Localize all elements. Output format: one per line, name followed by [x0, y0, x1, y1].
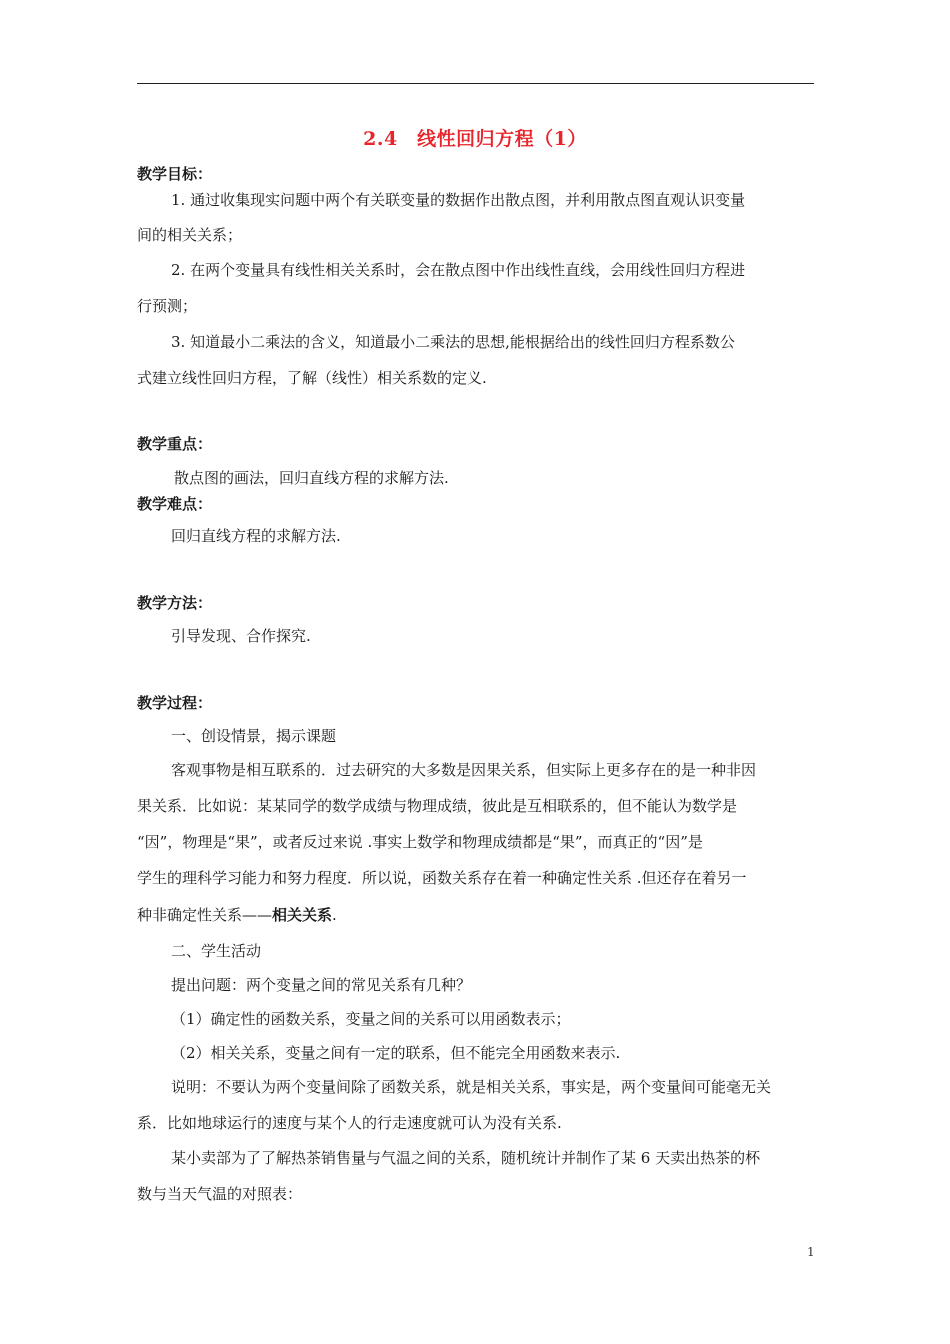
paragraph-1-line-5-suffix: .	[332, 906, 337, 924]
objective-1-line-1: 1. 通过收集现实问题中两个有关联变量的数据作出散点图，并利用散点图直观认识变量	[171, 191, 746, 209]
difficulties-text: 回归直线方程的求解方法.	[171, 527, 341, 545]
answer-1: （1）确定性的函数关系，变量之间的关系可以用函数表示；	[171, 1010, 571, 1028]
process-heading: 教学过程：	[137, 694, 213, 712]
paragraph-1-line-5-prefix: 种非确定性关系——	[137, 906, 273, 924]
objective-1-line-2: 间的相关关系；	[137, 226, 243, 244]
paragraph-1-line-2: 果关系．比如说：某某同学的数学成绩与物理成绩，彼此是互相联系的，但不能认为数学是	[137, 797, 738, 815]
section-2-title: 二、学生活动	[171, 942, 262, 960]
paragraph-2-line-1: 某小卖部为了了解热茶销售量与气温之间的关系，随机统计并制作了某 6 天卖出热茶的杯	[171, 1149, 761, 1167]
key-points-heading: 教学重点：	[137, 435, 213, 453]
page-number: 1	[807, 1245, 815, 1259]
paragraph-2-line-2: 数与当天气温的对照表：	[137, 1185, 303, 1203]
objective-2-line-2: 行预测；	[137, 297, 198, 315]
section-1-title: 一、创设情景，揭示课题	[171, 727, 337, 745]
difficulties-heading: 教学难点：	[137, 495, 213, 513]
note-line-1: 说明：不要认为两个变量间除了函数关系，就是相关关系，事实是，两个变量间可能毫无关	[171, 1078, 772, 1096]
paragraph-1-line-3: “因”，物理是“果”，或者反过来说 .事实上数学和物理成绩都是“果”，而真正的“因”是	[137, 833, 703, 851]
answer-2: （2）相关关系，变量之间有一定的联系，但不能完全用函数来表示.	[171, 1044, 621, 1062]
page-title: 2.4 线性回归方程（1）	[363, 128, 587, 150]
objective-2-line-1: 2. 在两个变量具有线性相关关系时，会在散点图中作出线性直线，会用线性回归方程进	[171, 261, 746, 279]
header-rule	[137, 83, 814, 84]
paragraph-1-line-5	[137, 904, 337, 925]
paragraph-1-line-1: 客观事物是相互联系的．过去研究的大多数是因果关系，但实际上更多存在的是一种非因	[171, 761, 757, 779]
methods-heading: 教学方法：	[137, 594, 213, 612]
note-line-2: 系．比如地球运行的速度与某个人的行走速度就可认为没有关系.	[137, 1114, 562, 1132]
objective-3-line-2: 式建立线性回归方程，了解（线性）相关系数的定义.	[137, 369, 487, 387]
key-points-text: 散点图的画法，回归直线方程的求解方法.	[174, 469, 449, 487]
objective-3-line-1: 3. 知道最小二乘法的含义，知道最小二乘法的思想,能根据给出的线性回归方程系数公	[171, 333, 735, 351]
methods-text: 引导发现、合作探究.	[171, 627, 311, 645]
question-text: 提出问题：两个变量之间的常见关系有几种？	[171, 976, 472, 994]
paragraph-1-line-4: 学生的理科学习能力和努力程度．所以说，函数关系存在着一种确定性关系 .但还存在着另一	[137, 869, 747, 887]
objectives-heading: 教学目标：	[137, 165, 213, 183]
related-relation-term: 相关关系	[272, 906, 333, 924]
